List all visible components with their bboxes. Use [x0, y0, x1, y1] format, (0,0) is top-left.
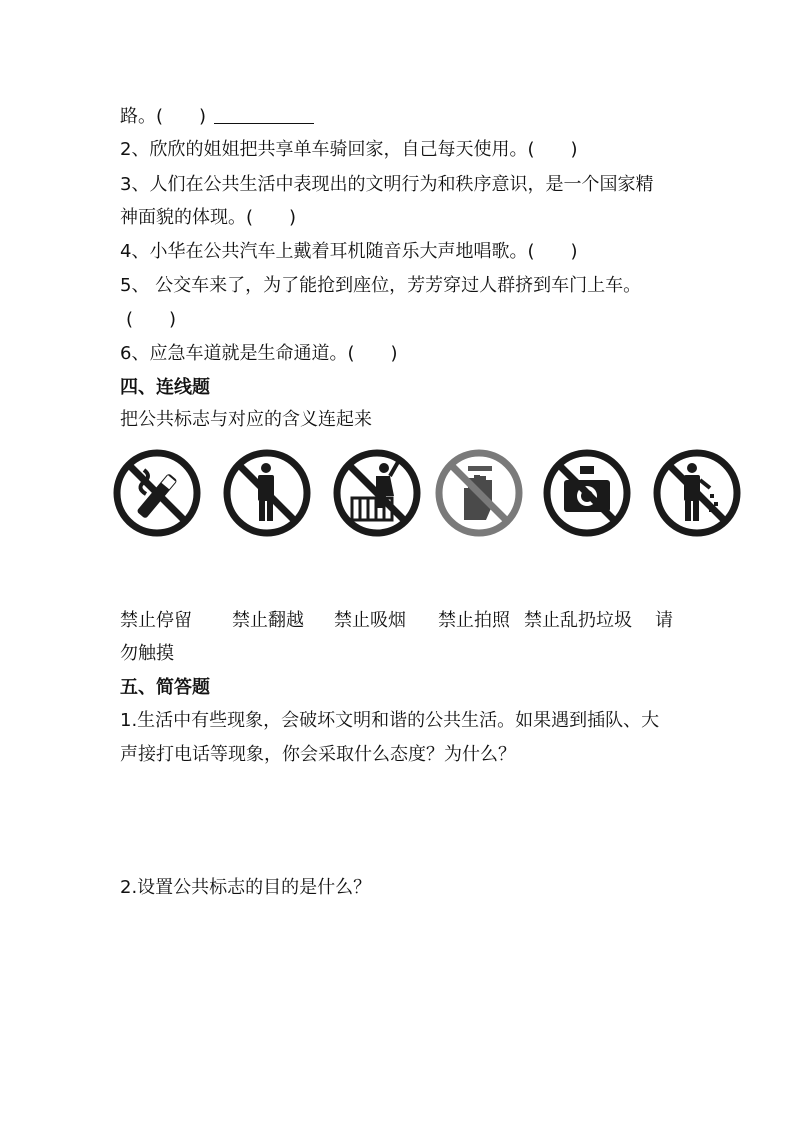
question-6: 6、应急车道就是生命通道。( ): [120, 343, 398, 364]
label-do-not-touch-part1: 请: [655, 610, 673, 631]
question-2: 2、欣欣的姐姐把共享单车骑回家，自己每天使用。( ): [120, 139, 578, 160]
answer-blank[interactable]: [214, 105, 314, 124]
label-do-not-touch-part2: 勿触摸: [120, 643, 174, 664]
question-text: 路。( ): [120, 106, 207, 127]
no-littering-sign-icon: [652, 448, 742, 538]
no-smoking-sign-icon: [112, 448, 202, 538]
no-loitering-sign-icon: [222, 448, 312, 538]
section-5-title: 五、简答题: [120, 677, 210, 698]
section-4-title: 四、连线题: [120, 377, 210, 398]
question-3-line2: 神面貌的体现。( ): [120, 207, 297, 228]
label-no-stopping: 禁止停留: [120, 610, 192, 631]
sign-row: [112, 448, 752, 538]
short-answer-q1-line2: 声接打电话等现象，你会采取什么态度？为什么？: [120, 744, 516, 765]
do-not-touch-sign-icon: [434, 448, 524, 538]
label-no-climbing: 禁止翻越: [232, 610, 304, 631]
question-3-line1: 3、人们在公共生活中表现出的文明行为和秩序意识，是一个国家精: [120, 174, 654, 195]
section-4-instruction: 把公共标志与对应的含义连起来: [120, 409, 372, 430]
short-answer-q2: 2.设置公共标志的目的是什么？: [120, 877, 372, 898]
label-no-photography: 禁止拍照: [438, 610, 510, 631]
no-photography-sign-icon: [542, 448, 632, 538]
label-no-littering: 禁止乱扔垃圾: [524, 610, 632, 631]
short-answer-q1-line1: 1.生活中有些现象，会破坏文明和谐的公共生活。如果遇到插队、大: [120, 710, 660, 731]
question-5-line2: ( ): [126, 309, 177, 330]
no-climbing-sign-icon: [332, 448, 422, 538]
question-5-line1: 5、 公交车来了，为了能抢到座位，芳芳穿过人群挤到车门上车。: [120, 275, 642, 296]
question-line-0: [120, 105, 314, 129]
question-4: 4、小华在公共汽车上戴着耳机随音乐大声地唱歌。( ): [120, 241, 578, 262]
label-no-smoking: 禁止吸烟: [334, 610, 406, 631]
